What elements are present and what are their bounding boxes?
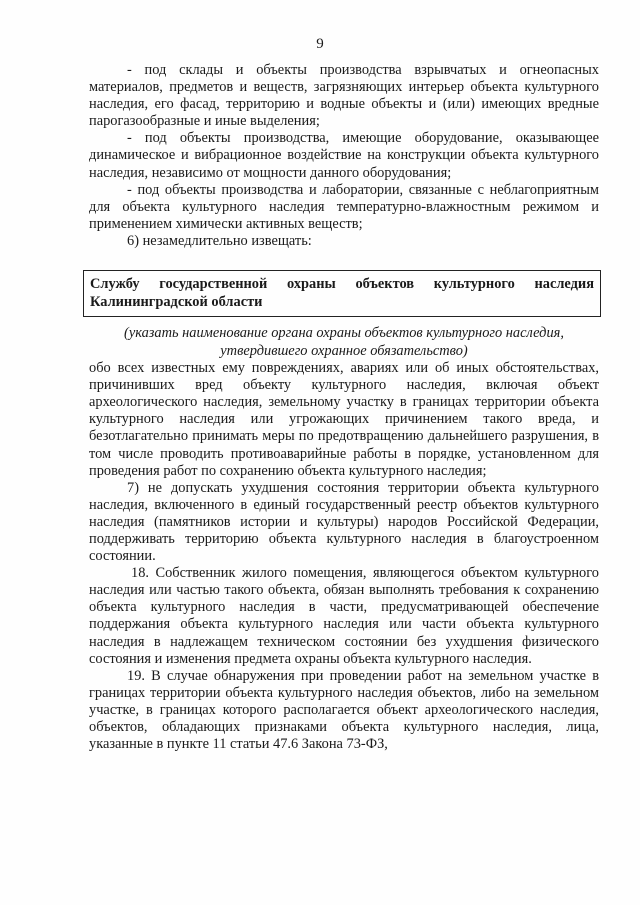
- paragraph-vibration: - под объекты производства, имеющие оборудование, оказывающее динамическое и вибрационное воздействие на конструкции объекта культурного наследия, независимо от мощности данного оборудования;: [89, 130, 599, 181]
- page-number: 9: [316, 36, 324, 52]
- paragraph-laboratories: - под объекты производства и лаборатории, связанные с неблагоприятным для объекта культурного наследия температурно-влажностным режимом и применением химически активных веществ;: [89, 181, 599, 232]
- paragraph-item-7: 7) не допускать ухудшения состояния территории объекта культурного наследия, включенного в единый государственный реестр объектов культурного наследия (памятников истории и культуры) народов Российской Федерации, поддерживать территорию объекта культурного наследия в благоустроенном состоянии.: [89, 479, 599, 565]
- paragraph-notify: 6) незамедлительно извещать:: [127, 232, 312, 249]
- paragraph-damage: обо всех известных ему повреждениях, авариях или об иных обстоятельствах, причинивших вред объекту культурного наследия, включая объект археологического наследия, земельному участку в границах территории объекта культурного наследия или угрожающих причинением такого вреда, и безотлагательно принимать меры по предотвращению дальнейшего разрушения, в том числе проводить противоаварийные работы в порядке, установленном для проведения работ по сохранению объекта культурного наследия;: [89, 360, 599, 479]
- paragraph-item-19: 19. В случае обнаружения при проведении работ на земельном участке в границах территории объекта культурного наследия объектов, либо на земельном участке, в границах которого располагается объект археологического наследия, объектов, обладающих признаками объекта культурного наследия, лица, указанные в пункте 11 статьи 47.6 Закона 73-ФЗ,: [89, 667, 599, 753]
- authority-box: Службу государственной охраны объектов культурного наследия Калининградской области: [83, 270, 601, 317]
- paragraph-item-18: 18. Собственник жилого помещения, являющегося объектом культурного наследия или частью такого объекта, обязан выполнять требования к сохранению объекта культурного наследия в части, предусматривающей обеспечение поддержания объекта культурного наследия или части объекта культурного наследия в надлежащем техническом состоянии без ухудшения физического состояния и изменения предмета охраны объекта культурного наследия.: [89, 565, 599, 667]
- paragraph-warehouses: - под склады и объекты производства взрывчатых и огнеопасных материалов, предметов и веществ, загрязняющих интерьер объекта культурного наследия, его фасад, территорию и водные объекты и (или) имеющих вредные парогазообразные и иные выделения;: [89, 62, 599, 130]
- document-body: [89, 62, 599, 753]
- authority-note: (указать наименование органа охраны объектов культурного наследия, утвердившего охранное обязательство): [124, 325, 564, 359]
